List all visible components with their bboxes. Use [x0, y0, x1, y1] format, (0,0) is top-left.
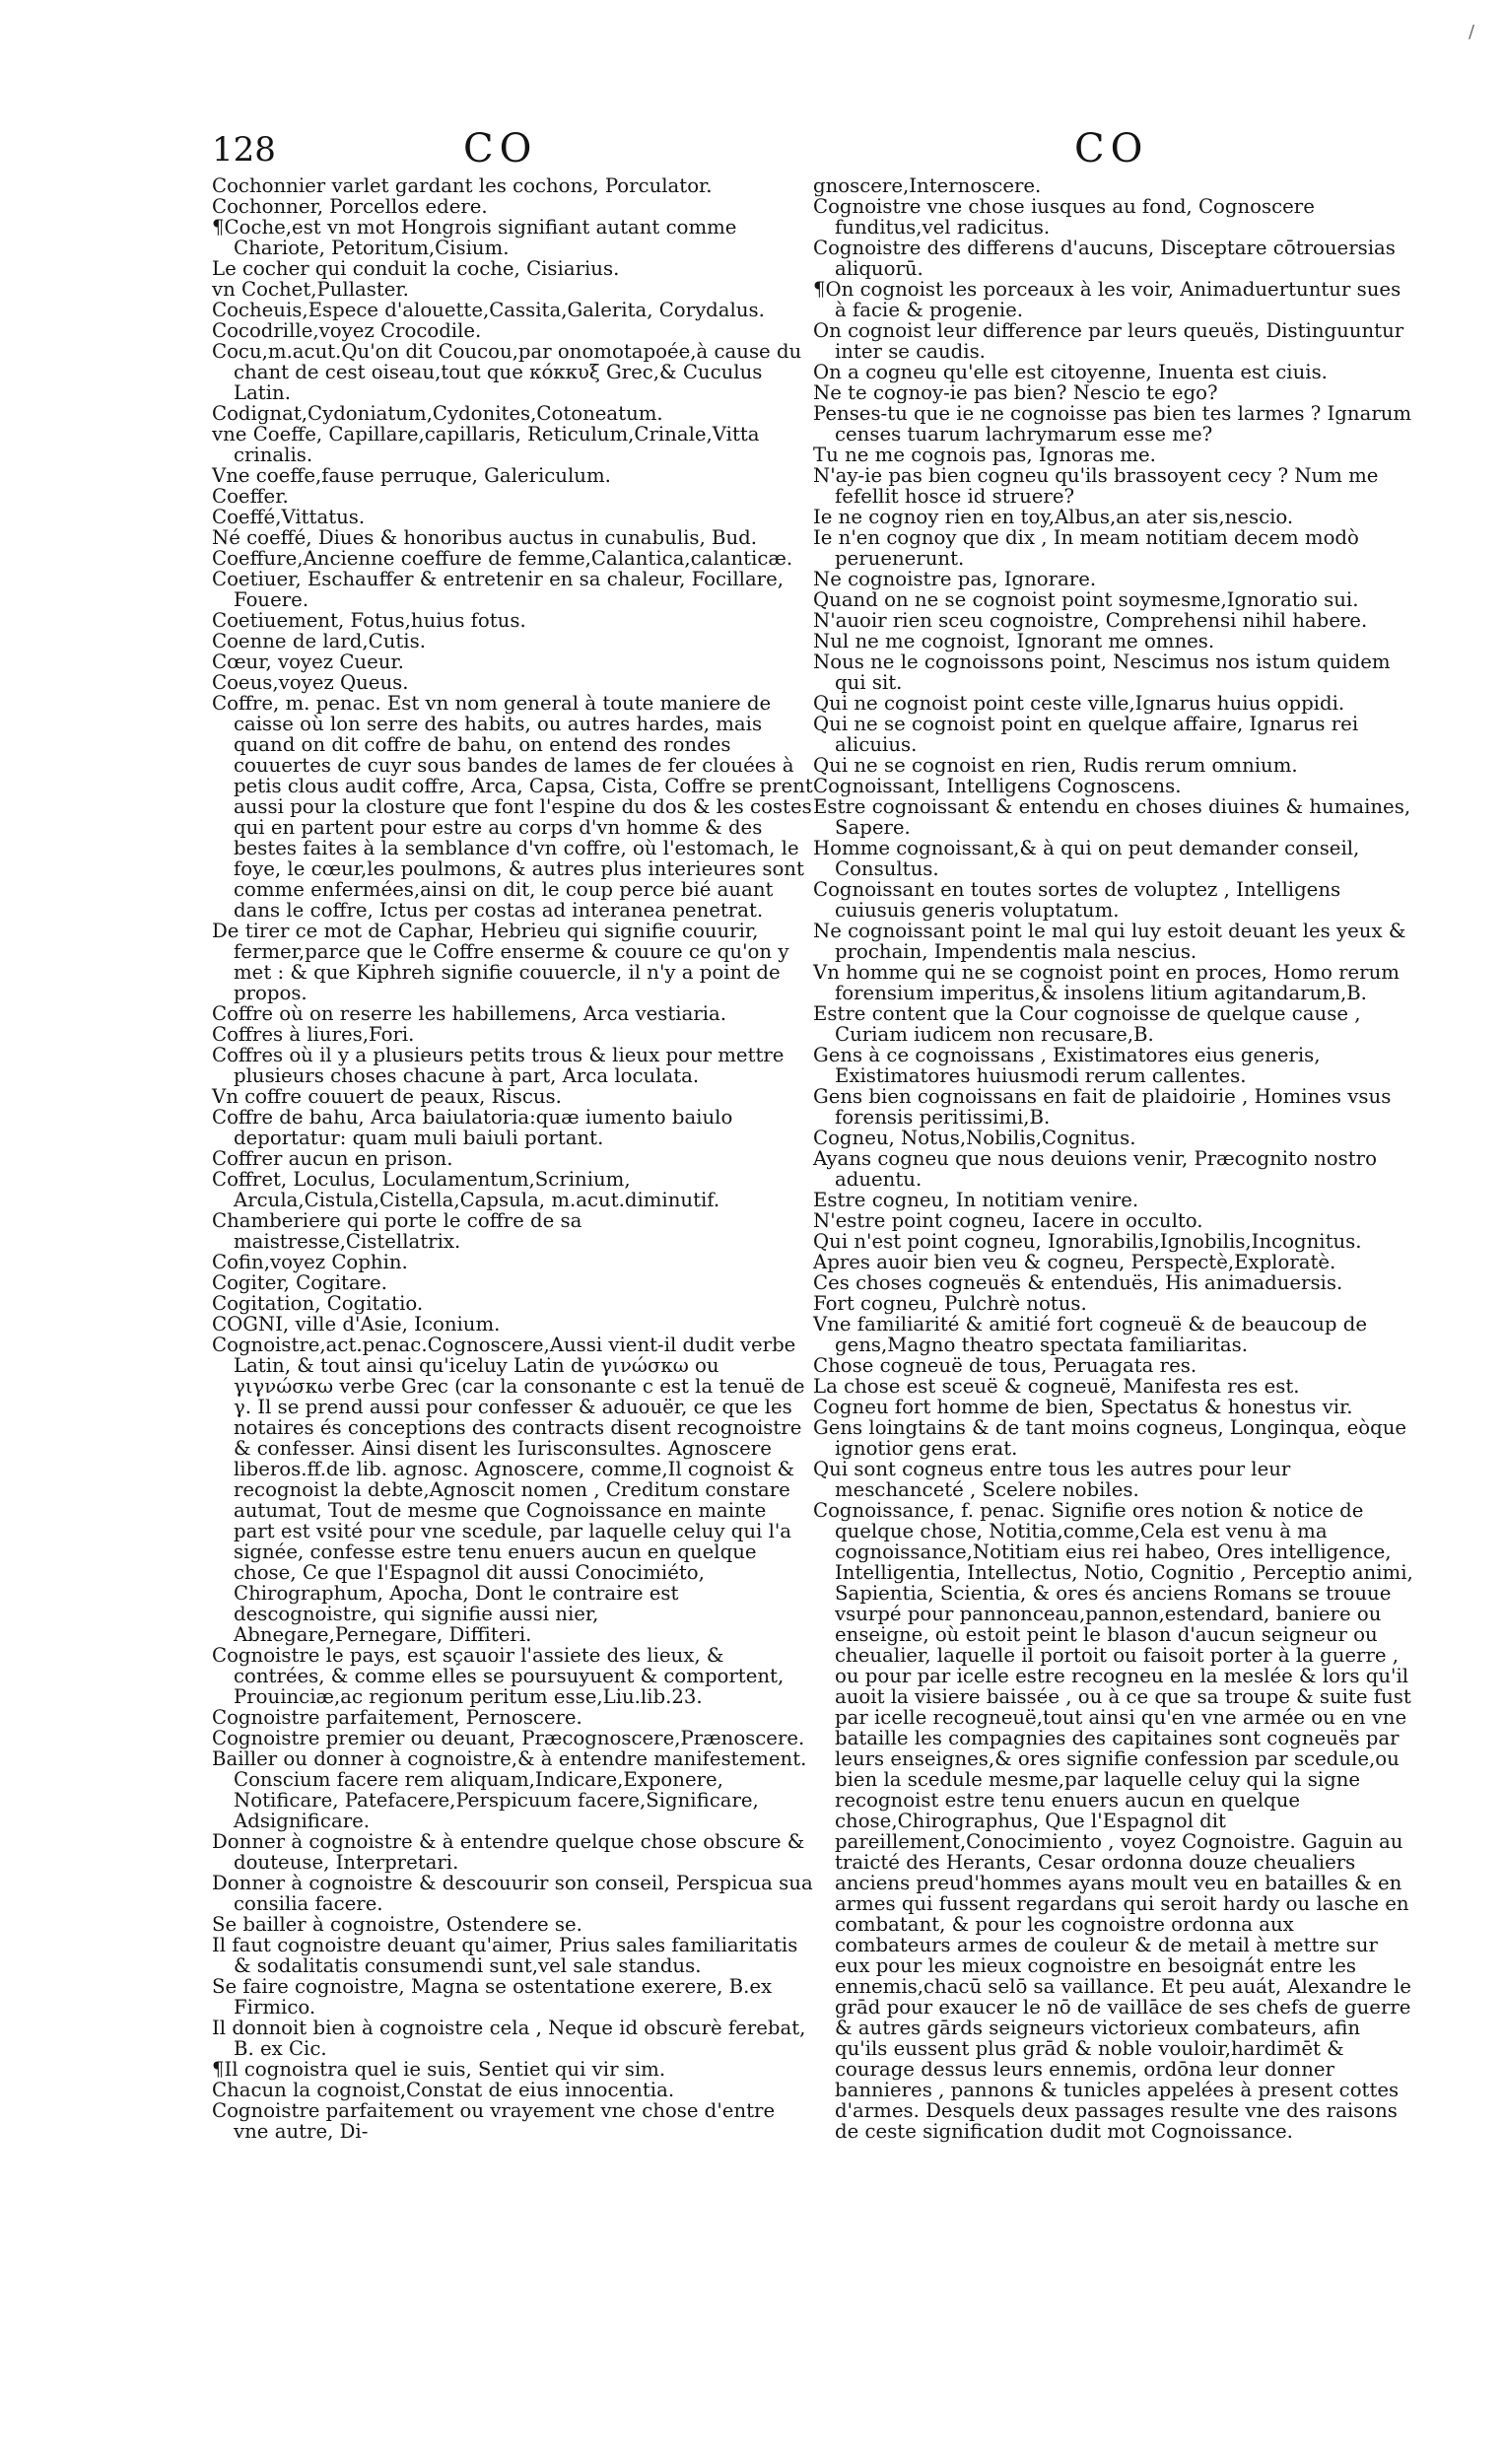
dictionary-entry: Cogneu fort homme de bien, Spectatus & honestus vir. [813, 1396, 1353, 1418]
dictionary-entry: Chose cogneuë de tous, Peruagata res. [813, 1354, 1197, 1377]
dictionary-entry: Fort cogneu, Pulchrè notus. [813, 1292, 1087, 1315]
dictionary-entry: Coffre où on reserre les habillemens, Arca vestiaria. [212, 1002, 727, 1025]
dictionary-entry: Coffres où il y a plusieurs petits trous & lieux pour mettre plusieurs choses chacune à part, Arca loculata. [212, 1044, 785, 1087]
dictionary-entry: Coffres à liures,Fori. [212, 1023, 415, 1046]
dictionary-entry: Cogitation, Cogitatio. [212, 1292, 424, 1315]
dictionary-entry: Cocu,m.acut.Qu'on dit Coucou,par onomotapoée,à cause du chant de cest oiseau,tout que κόκκυξ Grec,& Cuculus Latin. [212, 340, 802, 404]
dictionary-entry: Coetiuer, Eschauffer & entretenir en sa chaleur, Focillare, Fouere. [212, 568, 784, 611]
dictionary-entry: La chose est sceuë & cogneuë, Manifesta res est. [813, 1375, 1300, 1398]
dictionary-entry: Cognoistre vne chose iusques au fond, Cognoscere funditus,vel radicitus. [813, 195, 1315, 239]
dictionary-entry: Cocodrille,voyez Crocodile. [212, 319, 482, 342]
dictionary-entry: Cogneu, Notus,Nobilis,Cognitus. [813, 1127, 1136, 1149]
dictionary-entry: Vne coeffe,fause perruque, Galericulum. [212, 464, 611, 487]
dictionary-entry: Cognoistre des differens d'aucuns, Disceptare cōtrouersias aliquorū. [813, 237, 1396, 280]
dictionary-entry: Cocheuis,Espece d'alouette,Cassita,Galerita, Corydalus. [212, 299, 765, 321]
dictionary-entry: Quand on ne se cognoist point soymesme,Ignoratio sui. [813, 588, 1359, 611]
dictionary-entry: gnoscere,Internoscere. [813, 174, 1042, 197]
running-head-left: CO [463, 126, 538, 171]
dictionary-entry: Coeffé,Vittatus. [212, 506, 366, 528]
dictionary-entry: Cognoissance, f. penac. Signifie ores notion & notice de quelque chose, Notitia,comme,Cela est venu à ma cognoissance,Notitiam eius rei habeo, Ores intelligence, Intelligentia, Intellectus, Notio, Cognitio , Perceptio animi, Sapientia, Scientia, & ores és anciens Romans se trouue vsurpé pour pannonceau,pannon,estendard, baniere ou enseigne, où estoit peint le blason d'aucun seigneur ou cheualier, laquelle il portoit ou faisoit porter à la guerre , ou pour par icelle estre recogneu en la meslée & lors qu'il auoit la visiere baissée , ou à ce que sa troupe & suite fust par icelle recogneuë,tout ainsi qu'en vne armée ou en vne bataille les compagnies des capitaines sont cogneuës par leurs enseignes,& ores signifie confession par scedule,ou bien la scedule mesme,par laquelle celuy qui la signe recognoist estre tenu enuers aucun en quelque chose,Chirographus, Que l'Espagnol dit pareillement,Conocimiento , voyez Cognoistre. Gaguin au traicté des Herants, Cesar ordonna douze cheualiers anciens preud'hommes ayans moult veu en batailles & en armes qui fussent regardans qui seroit hardy ou lasche en combatant, & pour les cognoistre ordonna aux combateurs armes de couleur & de metail à mettre sur eux pour les mieux cognoistre en besoignát entre les ennemis,chacū selō sa vaillance. Et peu auát, Alexandre le grād pour exaucer le nō de vaillāce de ses chefs de guerre & autres gārds seigneurs victorieux combateurs, afin qu'ils eussent plus grād & noble vouloir,hardimēt & courage dessus leurs ennemis, ordōna leur donner bannieres , pannons & tunicles appelées à present cottes d'armes. Desquels deux passages resulte vne des raisons de ceste signification dudit mot Cognoissance. [813, 1499, 1413, 2143]
dictionary-entry: Coetiuement, Fotus,huius fotus. [212, 609, 526, 632]
dictionary-entry: Coenne de lard,Cutis. [212, 630, 426, 652]
dictionary-entry: Se faire cognoistre, Magna se ostentatione exerere, B.ex Firmico. [212, 1975, 773, 2019]
dictionary-entry: Donner à cognoistre & à entendre quelque chose obscure & douteuse, Interpretari. [212, 1830, 805, 1874]
dictionary-entry: On cognoist leur difference par leurs queuës, Distinguuntur inter se caudis. [813, 319, 1404, 363]
corner-mark: / [1469, 22, 1475, 42]
dictionary-entry: Vn coffre couuert de peaux, Riscus. [212, 1085, 562, 1108]
dictionary-entry: Estre cogneu, In notitiam venire. [813, 1189, 1139, 1211]
dictionary-entry: Tu ne me cognois pas, Ignoras me. [813, 444, 1156, 466]
dictionary-entry: Qui ne cognoist point ceste ville,Ignarus huius oppidi. [813, 692, 1345, 715]
dictionary-entry: COGNI, ville d'Asie, Iconium. [212, 1313, 501, 1335]
dictionary-entry: Né coeffé, Diues & honoribus auctus in cunabulis, Bud. [212, 526, 758, 549]
dictionary-entry: Apres auoir bien veu & cogneu, Perspectè,Exploratè. [813, 1251, 1336, 1273]
dictionary-entry: vn Cochet,Pullaster. [212, 278, 409, 301]
dictionary-entry: Coffre de bahu, Arca baiulatoria:quæ iumento baiulo deportatur: quam muli baiuli portant. [212, 1106, 733, 1149]
dictionary-entry: Estre cognoissant & entendu en choses diuines & humaines, Sapere. [813, 795, 1411, 839]
dictionary-entry: Cognoistre le pays, est sçauoir l'assiete des lieux, & contrées, & comme elles se poursuyuent & comportent, Prouinciæ,ac regionum peritum esse,Liu.lib.23. [212, 1644, 785, 1708]
dictionary-entry: Penses-tu que ie ne cognoisse pas bien tes larmes ? Ignarum censes tuarum lachrymarum esse me? [813, 402, 1412, 445]
dictionary-entry: Estre content que la Cour cognoisse de quelque cause , Curiam iudicem non recusare,B. [813, 1002, 1361, 1046]
dictionary-entry: Gens bien cognoissans en fait de plaidoirie , Homines vsus forensis peritissimi,B. [813, 1085, 1392, 1129]
right-column [813, 175, 1414, 2142]
dictionary-entry: De tirer ce mot de Caphar, Hebrieu qui signifie couurir, fermer,parce que le Coffre enserme & couure ce qu'on y met : & que Kiphreh signifie couuercle, il n'y a point de propos. [212, 920, 789, 1004]
dictionary-entry: Cofin,voyez Cophin. [212, 1251, 408, 1273]
dictionary-entry: Cognoissant en toutes sortes de voluptez , Intelligens cuiusuis generis voluptatum. [813, 878, 1341, 922]
dictionary-entry: ¶On cognoist les porceaux à les voir, Animaduertuntur sues à facie & progenie. [813, 278, 1401, 321]
dictionary-entry: Il donnoit bien à cognoistre cela , Neque id obscurè ferebat, B. ex Cic. [212, 2017, 806, 2060]
dictionary-entry: N'auoir rien sceu cognoistre, Comprehensi nihil habere. [813, 609, 1368, 632]
dictionary-entry: Gens loingtains & de tant moins cogneus, Longinqua, eòque ignotior gens erat. [813, 1416, 1407, 1460]
dictionary-entry: Cochonner, Porcellos edere. [212, 195, 488, 218]
running-head-right: CO [1074, 126, 1149, 171]
dictionary-entry: Homme cognoissant,& à qui on peut demander conseil, Consultus. [813, 837, 1360, 880]
dictionary-entry: ¶Coche,est vn mot Hongrois signifiant autant comme Chariote, Petoritum,Cisium. [212, 216, 737, 259]
dictionary-entry: Il faut cognoistre deuant qu'aimer, Prius sales familiaritatis & sodalitatis consumendi sunt,vel sale standus. [212, 1934, 798, 1977]
dictionary-entry: On a cogneu qu'elle est citoyenne, Inuenta est ciuis. [813, 361, 1328, 383]
dictionary-entry: Ces choses cogneuës & entenduës, His animaduersis. [813, 1271, 1343, 1294]
dictionary-entry: Se bailler à cognoistre, Ostendere se. [212, 1913, 582, 1936]
page-number: 128 [212, 130, 276, 170]
dictionary-entry: Nul ne me cognoist, Ignorant me omnes. [813, 630, 1215, 652]
dictionary-entry: Coeus,voyez Queus. [212, 671, 409, 694]
dictionary-entry: Ne cognoistre pas, Ignorare. [813, 568, 1097, 590]
dictionary-entry: Le cocher qui conduit la coche, Cisiarius. [212, 257, 620, 280]
dictionary-entry: Qui ne se cognoist point en quelque affaire, Ignarus rei alicuius. [813, 713, 1359, 756]
dictionary-entry: Ayans cogneu que nous deuions venir, Præcognito nostro aduentu. [813, 1147, 1377, 1191]
dictionary-entry: N'ay-ie pas bien cogneu qu'ils brassoyent cecy ? Num me fefellit hosce id struere? [813, 464, 1379, 508]
dictionary-entry: Qui n'est point cogneu, Ignorabilis,Ignobilis,Incognitus. [813, 1230, 1362, 1253]
dictionary-entry: Vne familiarité & amitié fort cogneuë & de beaucoup de gens,Magno theatro spectata familiaritas. [813, 1313, 1368, 1356]
dictionary-entry: Codignat,Cydoniatum,Cydonites,Cotoneatum. [212, 402, 663, 425]
dictionary-entry: Cognoissant, Intelligens Cognoscens. [813, 775, 1182, 797]
dictionary-entry: Cognoistre parfaitement, Pernoscere. [212, 1706, 582, 1729]
dictionary-entry: Coffret, Loculus, Loculamentum,Scrinium, Arcula,Cistula,Cistella,Capsula, m.acut.diminutif. [212, 1168, 720, 1211]
dictionary-entry: Chacun la cognoist,Constat de eius innocentia. [212, 2079, 675, 2101]
dictionary-entry: Donner à cognoistre & descouurir son conseil, Perspicua sua consilia facere. [212, 1872, 813, 1915]
left-column [212, 175, 813, 2142]
dictionary-entry: Ne te cognoy-ie pas bien? Nescio te ego? [813, 381, 1218, 404]
dictionary-entry: Ie n'en cognoy que dix , In meam notitiam decem modò peruenerunt. [813, 526, 1359, 570]
dictionary-entry: Bailler ou donner à cognoistre,& à entendre manifestement. Conscium facere rem aliquam,Indicare,Exponere, Notificare, Patefacere,Perspicuum facere,Significare, Adsignificare. [212, 1747, 807, 1832]
dictionary-entry: Cognoistre premier ou deuant, Præcognoscere,Prænoscere. [212, 1727, 805, 1749]
dictionary-entry: Cœur, voyez Cueur. [212, 650, 404, 673]
dictionary-entry: Cochonnier varlet gardant les cochons, Porculator. [212, 174, 713, 197]
dictionary-entry: Gens à ce cognoissans , Existimatores eius generis, Existimatores huiusmodi rerum callentes. [813, 1044, 1321, 1087]
dictionary-entry: Coffre, m. penac. Est vn nom general à toute maniere de caisse où lon serre des habits, ou autres hardes, mais quand on dit coffre de bahu, on entend des rondes couuertes de cuyr sous bandes de lames de fer clouées à petis clous audit coffre, Arca, Capsa, Cista, Coffre se prent aussi pour la closture que font l'espine du dos & les costes qui en partent pour estre au corps d'vn homme & des bestes faites à la semblance d'vn coffre, où l'estomach, le foye, le cœur,les poulmons, & autres plus interieures sont comme enfermées,ainsi on dit, le coup perce bié auant dans le coffre, Ictus per costas ad interanea penetrat. [212, 692, 813, 922]
dictionary-entry: Qui ne se cognoist en rien, Rudis rerum omnium. [813, 754, 1298, 777]
dictionary-entry: Nous ne le cognoissons point, Nescimus nos istum quidem qui sit. [813, 650, 1391, 694]
dictionary-entry: Ne cognoissant point le mal qui luy estoit deuant les yeux & prochain, Impendentis mala nescius. [813, 920, 1406, 963]
dictionary-entry: vne Coeffe, Capillare,capillaris, Reticulum,Crinale,Vitta crinalis. [212, 423, 760, 466]
dictionary-entry: Coeffer. [212, 485, 289, 508]
dictionary-entry: N'estre point cogneu, Iacere in occulto. [813, 1209, 1203, 1232]
dictionary-entry: Cognoistre,act.penac.Cognoscere,Aussi vient-il dudit verbe Latin, & tout ainsi qu'iceluy Latin de γινώσκω ou γιγνώσκω verbe Grec (car la consonante c est la tenuë de γ. Il se prend aussi pour confesser & aduouër, ce que les notaires és conceptions des contracts disent recognoistre & confesser. Ainsi disent les Iurisconsultes. Agnoscere liberos.ff.de lib. agnosc. Agnoscere, comme,Il cognoist & recognoist la debte,Agnoscit nomen , Creditum constare autumat, Tout de mesme que Cognoissance en mainte part est vsité pour vne scedule, par laquelle celuy qui l'a signée, confesse estre tenu enuers aucun en quelque chose, Ce que l'Espagnol dit aussi Conocimiéto, Chirographum, Apocha, Dont le contraire est descognoistre, qui signifie aussi nier, Abnegare,Pernegare, Diffiteri. [212, 1334, 805, 1646]
dictionary-entry: ¶Il cognoistra quel ie suis, Sentiet qui vir sim. [212, 2058, 666, 2081]
dictionary-entry: Cogiter, Cogitare. [212, 1271, 387, 1294]
dictionary-entry: Vn homme qui ne se cognoist point en proces, Homo rerum forensium imperitus,& insolens litium agitandarum,B. [813, 961, 1400, 1004]
dictionary-entry: Coeffure,Ancienne coeffure de femme,Calantica,calanticæ. [212, 547, 793, 570]
dictionary-entry: Coffrer aucun en prison. [212, 1147, 453, 1170]
dictionary-entry: Chamberiere qui porte le coffre de sa maistresse,Cistellatrix. [212, 1209, 582, 1253]
dictionary-entry: Qui sont cogneus entre tous les autres pour leur meschanceté , Scelere nobiles. [813, 1458, 1291, 1501]
dictionary-entry: Ie ne cognoy rien en toy,Albus,an ater sis,nescio. [813, 506, 1294, 528]
dictionary-entry: Cognoistre parfaitement ou vrayement vne chose d'entre vne autre, Di- [212, 2099, 776, 2143]
